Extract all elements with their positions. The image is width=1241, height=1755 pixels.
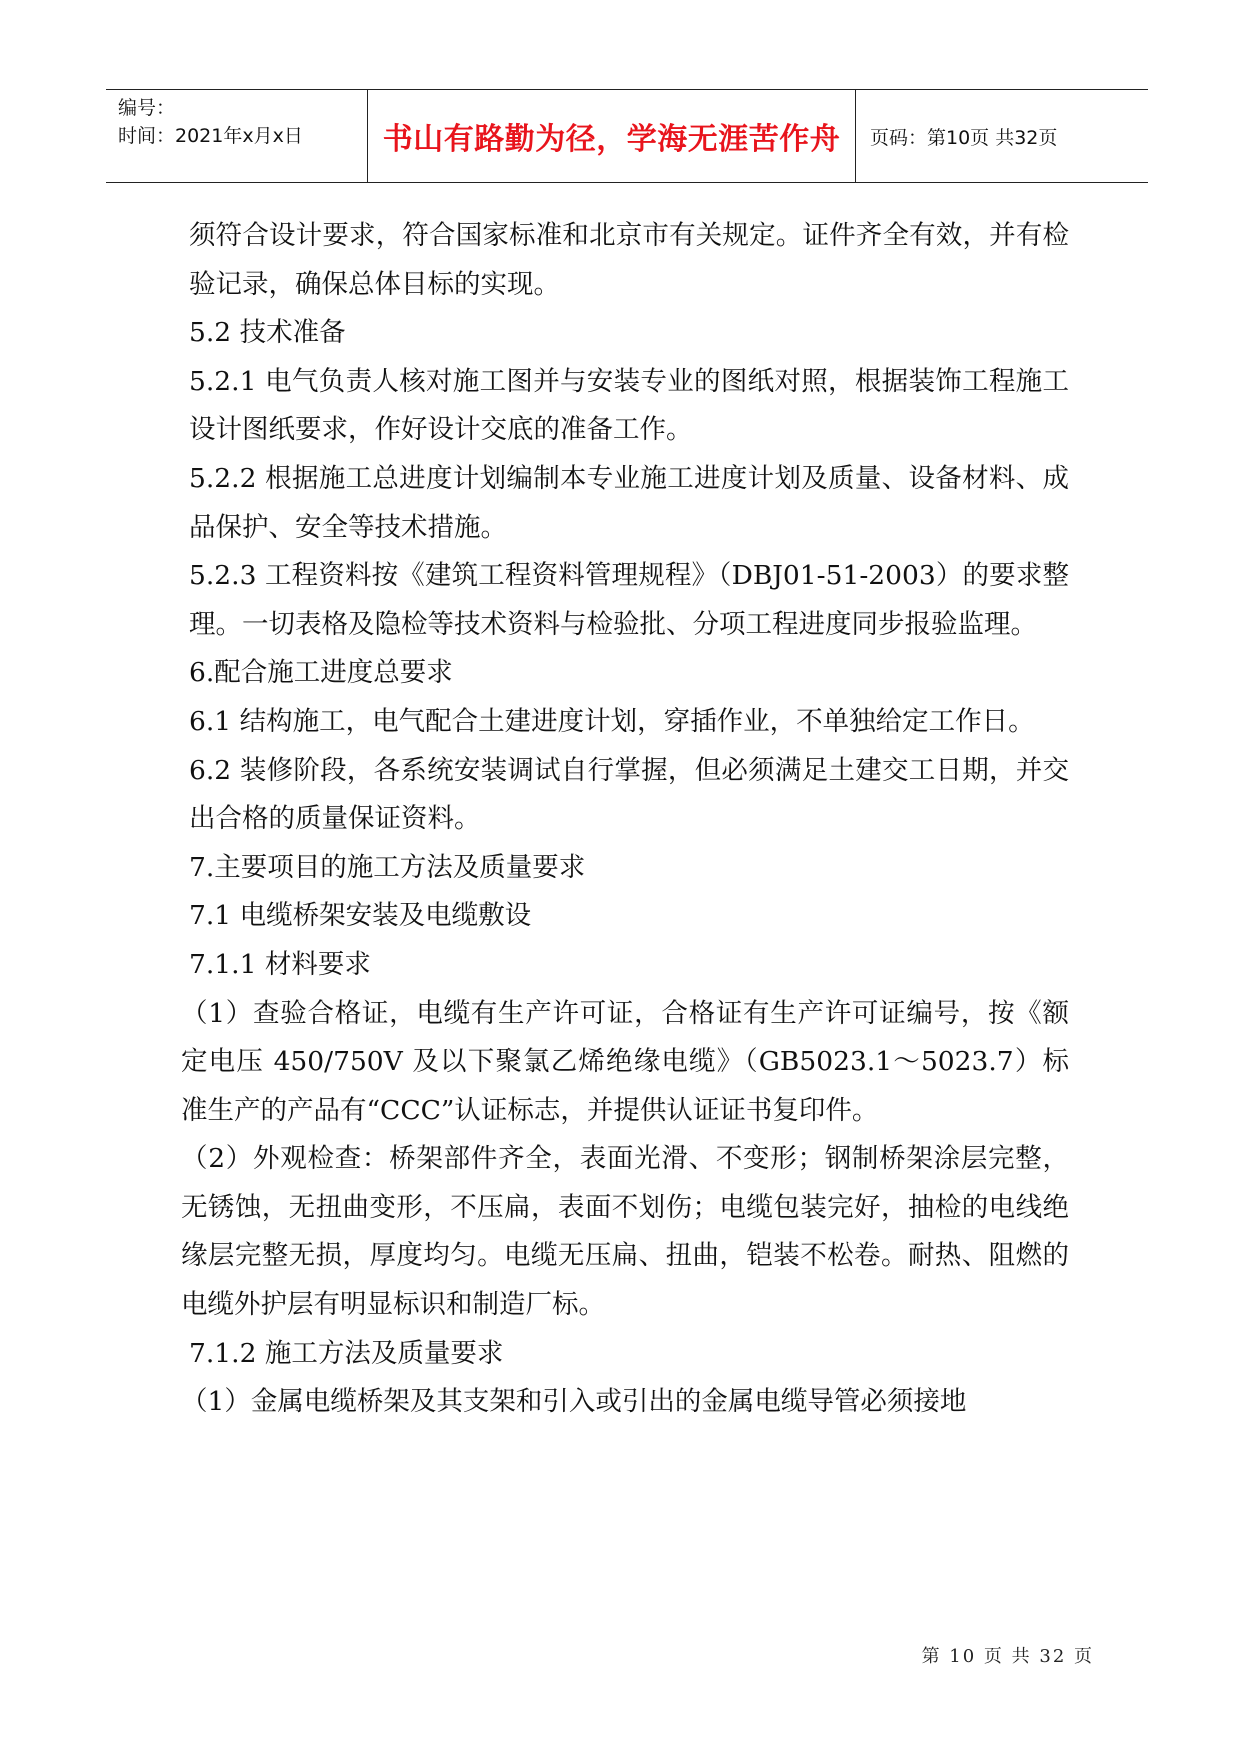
document-body (181, 212, 1069, 1427)
header-motto: 书山有路勤为径，学海无涯苦作舟 (382, 122, 841, 157)
paragraph: 5.2.1 电气负责人核对施工图并与安装专业的图纸对照，根据装饰工程施工设计图纸要求，作好设计交底的准备工作。 (189, 365, 1069, 446)
section-heading: 7.1 电缆桥架安装及电缆敷设 (189, 900, 532, 932)
footer-page-number: 第 10 页 共 32 页 (921, 1646, 1094, 1667)
header-motto-cell (368, 90, 856, 182)
paragraph: 6.2 装修阶段，各系统安装调试自行掌握，但必须满足土建交工日期，并交出合格的质量保证资料。 (189, 754, 1069, 835)
paragraph: 5.2.3 工程资料按《建筑工程资料管理规程》（DBJ01-51-2003）的要求整理。一切表格及隐检等技术资料与检验批、分项工程进度同步报验监理。 (189, 560, 1069, 640)
list-item: （2）外观检查：桥架部件齐全，表面光滑、不变形；钢制桥架涂层完整，无锈蚀，无扭曲变形，不压扁，表面不划伤；电缆包装完好，抽检的电线绝缘层完整无损，厚度均匀。电缆无压扁、扭曲，铠装不松卷。耐热、阻燃的电缆外护层有明显标识和制造厂标。 (181, 1143, 1069, 1321)
section-heading: 7.1.2 施工方法及质量要求 (189, 1337, 504, 1369)
list-item: （1）查验合格证，电缆有生产许可证，合格证有生产许可证编号，按《额定电压 450/750V 及以下聚氯乙烯绝缘电缆》（GB5023.1～5023.7）标准生产的产品有“CCC”认证标志，并提供认证证书复印件。 (181, 997, 1069, 1126)
section-heading: 6.配合施工进度总要求 (189, 657, 453, 689)
paragraph: 须符合设计要求，符合国家标准和北京市有关规定。证件齐全有效，并有检验记录，确保总体目标的实现。 (189, 220, 1069, 300)
paragraph: 5.2.2 根据施工总进度计划编制本专业施工进度计划及质量、设备材料、成品保护、安全等技术措施。 (189, 462, 1069, 543)
header-page-code: 页码：第10页 共32页 (870, 126, 1058, 149)
header-meta (106, 90, 368, 182)
section-heading: 7.1.1 材料要求 (189, 948, 371, 980)
paragraph: 6.1 结构施工，电气配合土建进度计划，穿插作业，不单独给定工作日。 (189, 705, 1035, 737)
section-heading: 5.2 技术准备 (189, 317, 346, 349)
time-label: 时间：2021年x月x日 (118, 125, 303, 147)
page-header (106, 89, 1148, 183)
list-item: （1）金属电缆桥架及其支架和引入或引出的金属电缆导管必须接地 (181, 1386, 967, 1418)
section-heading: 7.主要项目的施工方法及质量要求 (189, 851, 586, 883)
serial-number-label: 编号： (118, 97, 176, 119)
